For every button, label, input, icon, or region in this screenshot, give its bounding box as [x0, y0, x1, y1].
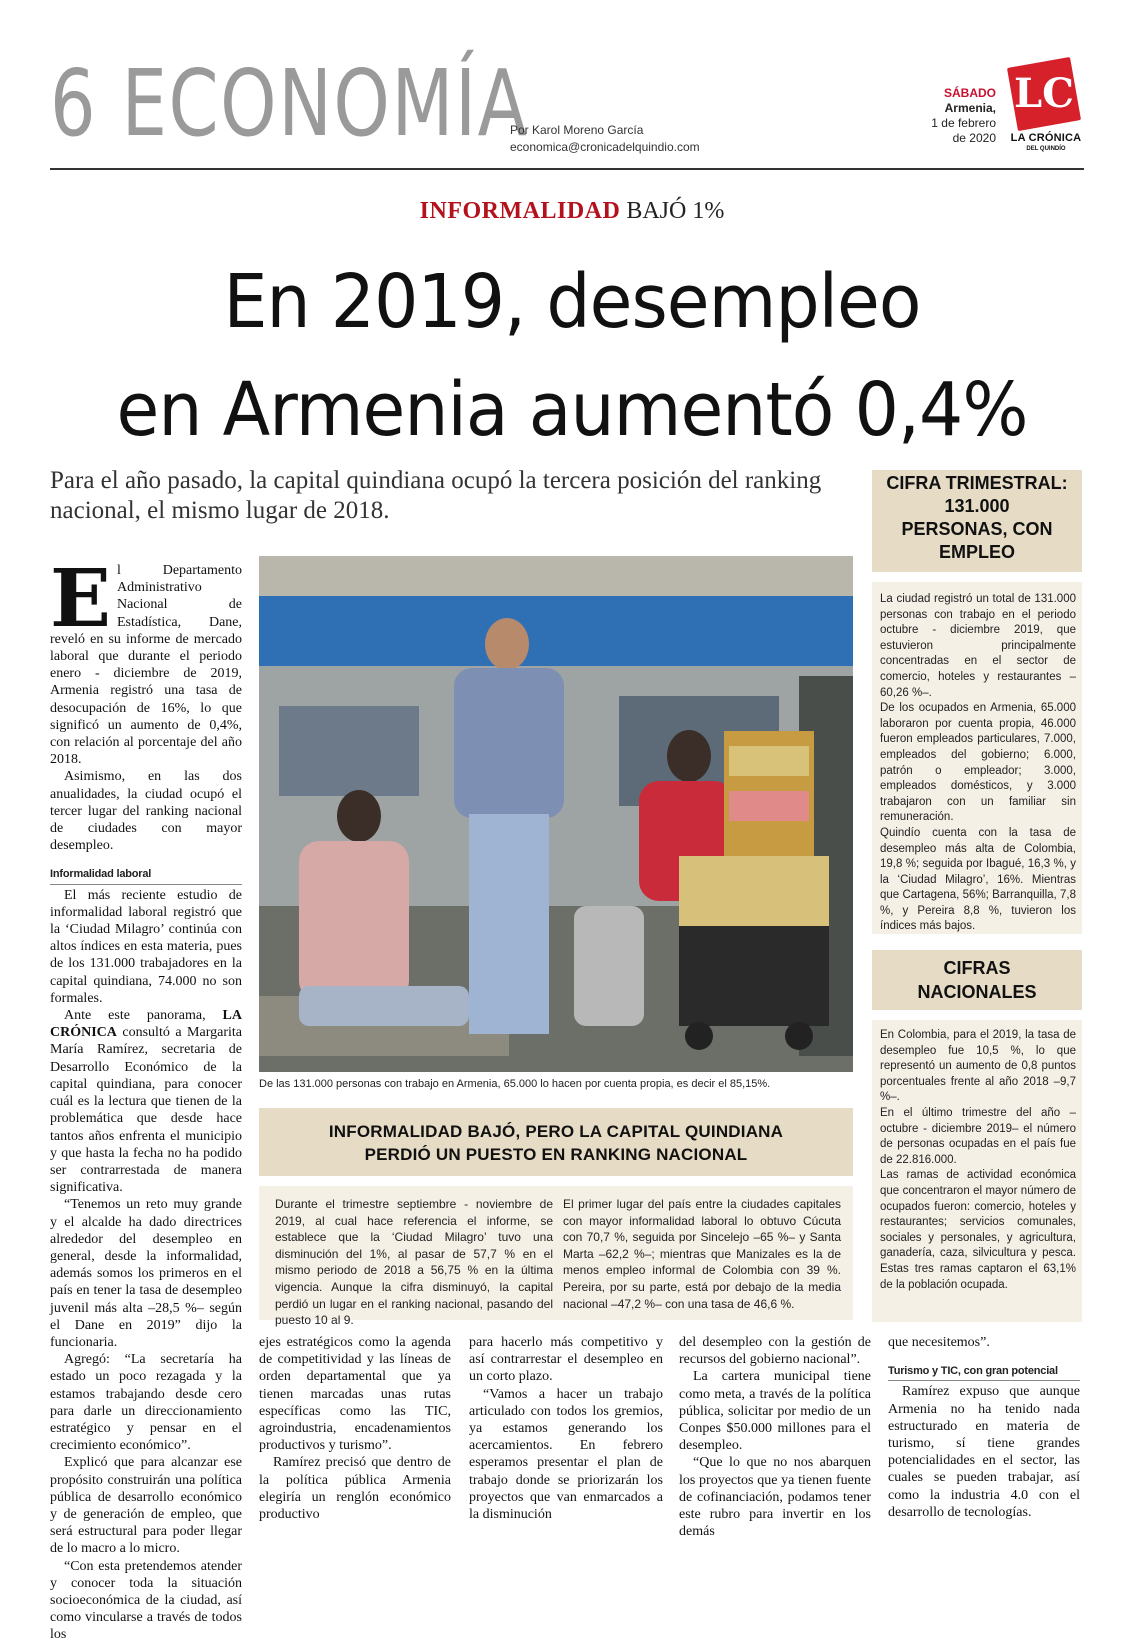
deck: Para el año pasado, la capital quindiana ocupó la tercera posición del ranking nacional, el mismo lugar de 2018.: [50, 467, 822, 524]
paragraph: que necesitemos”.: [888, 1335, 990, 1350]
sidebar1-title: [872, 470, 1082, 572]
headline-line1: En 2019, desempleo: [223, 259, 921, 345]
dateline-city: Armenia,: [944, 101, 996, 115]
street-vendors-photo: [259, 556, 853, 1072]
article-column-2: [259, 1334, 451, 1523]
paragraph: El más reciente estudio de informalidad laboral registró que la ‘Ciudad Milagro’ continúa con altos índices en esta materia, pues de los 131.000 trabajadores en la capital quindiana, 74.000 no son formales.: [50, 887, 242, 1006]
sidebar1-title-line2: 131.000: [944, 496, 1010, 516]
sidebar1-p3: Quindío cuenta con la tasa de desempleo más alta de Colombia, 19,8 %; seguida por Ibagué, 16,3 %, y la ‘Ciudad Milagro’, 16%. Mientras que Cartagena, 56%; Barranquilla, 7,8 %, y Pereira 8,8 %, tuvieron los índices más bajos.: [880, 826, 1076, 933]
paragraph: Asimismo, en las dos anualidades, la ciudad ocupó el tercer lugar del ranking nacional de ciudades con mayor desempleo.: [50, 769, 242, 854]
sidebar2-title: [872, 950, 1082, 1010]
sidebar1-body: [880, 592, 1076, 935]
sidebar2-p2: En el último trimestre del año –octubre - diciembre 2019– el número de personas ocupadas en el país fue de 22.816.000.: [880, 1106, 1076, 1166]
byline-author: Por Karol Moreno García: [510, 123, 644, 137]
paragraph: para hacerlo más competitivo y así contrarrestar el desempleo en un corto plazo.: [469, 1335, 663, 1385]
paragraph: Ramírez expuso que aunque Armenia no ha tenido nada estructurado en materia de turismo, sí tiene grandes potencialidades en el sector, las cuales se pueden trabajar, así como la industria 4.0 con el desarrollo de tecnologías.: [888, 1384, 1080, 1520]
paragraph: ejes estratégicos como la agenda de competitividad y las líneas de orden departamental que ya tienen marcadas unas rutas específicas como las TIC, agroindustria, encadenamientos productivos y turismo”.: [259, 1335, 451, 1454]
paragraph: “Que lo que no nos abarquen los proyectos que ya tienen fuente de cofinanciación, podamos tener este rubro para invertir en los demás: [679, 1455, 871, 1540]
sidebar1-title-line4: EMPLEO: [938, 542, 1015, 562]
article-column-1: [50, 551, 242, 1644]
paragraph: “Con esta pretendemos atender y conocer toda la situación socioeconómica de la ciudad, así como vincularse a través de todos los: [50, 1558, 242, 1643]
headline-line2: en Armenia aumentó 0,4%: [116, 367, 1028, 453]
paragraph: “Vamos a hacer un trabajo articulado con todos los gremios, ya estamos generando los acercamientos. En febrero esperamos presentar el plan de trabajo donde se priorizarán los proyectos que van enmarcados a la disminución: [469, 1386, 663, 1523]
sidebar1-title-line3: PERSONAS, CON: [901, 519, 1053, 539]
logo-name: LA CRÓNICA: [1010, 132, 1082, 144]
headline: [40, 248, 1104, 464]
photo-caption: De las 131.000 personas con trabajo en Armenia, 65.000 lo hacen por cuenta propia, es decir el 85,15%.: [259, 1078, 771, 1090]
paragraph: Ante este panorama, LA CRÓNICA consultó a Margarita María Ramírez, secretaria de Desarrollo Económico de la capital quindiana, para conocer cuál es la lectura que tienen de la problemática que desde hace tantos años enfrenta el municipio y que hasta la fecha no ha podido ser contrarrestada de manera significativa.: [50, 1008, 242, 1196]
subhead-turismo: Turismo y TIC, con gran potencial: [888, 1363, 1080, 1381]
header-rule: [50, 168, 1084, 170]
sidebar1-title-line1: CIFRA TRIMESTRAL:: [886, 473, 1068, 493]
dateline-date2: de 2020: [952, 131, 996, 145]
paragraph: Ramírez precisó que dentro de la política pública Armenia elegiría un renglón económico productivo: [259, 1455, 451, 1523]
paragraph: Explicó que para alcanzar ese propósito construirán una política pública de desarrollo económico y de generación de empleo, que será estructural para poder llegar de lo macro a lo micro.: [50, 1455, 242, 1557]
article-column-3: [469, 1334, 663, 1523]
logo-letters: LC: [1014, 70, 1074, 117]
inset-title-line1: INFORMALIDAD BAJÓ, PERO LA CAPITAL QUINDIANA: [328, 1122, 784, 1141]
paragraph: El Departamento Administrativo Nacional de Estadística, Dane, reveló en su informe de mercado laboral que durante el periodo enero - diciembre de 2019, Armenia registró una tasa de desocupación de 16%, lo que significó un aumento de 0,4%, con relación al porcentaje del año 2018.: [50, 551, 242, 768]
dateline-day: SÁBADO: [943, 86, 996, 100]
inset-left-text: Durante el trimestre septiembre - noviembre de 2019, al cual hace referencia el informe, se establece que la ‘Ciudad Milagro’ tuvo una disminución del 1%, al pasar de 57,7 % en el mismo periodo de 2018 a 56,75 % en la última vigencia. Aunque la cifra disminuyó, la capital perdió un lugar en el ranking nacional, pasando del puesto 10 al 9.: [275, 1197, 553, 1328]
section-title: 6 ECONOMÍA: [50, 50, 529, 157]
dateline: [910, 86, 996, 146]
inset-title-line2: PERDIÓ UN PUESTO EN RANKING NACIONAL: [364, 1145, 748, 1164]
inset-title: [259, 1108, 853, 1176]
byline: [510, 122, 700, 156]
kicker-rest: BAJÓ 1%: [620, 198, 725, 224]
news-photo: [259, 556, 853, 1072]
newspaper-logo: [1006, 62, 1084, 158]
article-column-5: [888, 1334, 1080, 1521]
sidebar2-body: [880, 1028, 1076, 1293]
inset-right-text: El primer lugar del país entre la ciudades capitales con mayor informalidad laboral lo obtuvo Cúcuta con 70,7 %, seguida por Sincelejo –65 %– y Santa Marta –62,2 %–; mientras que Manizales es la de menos empleo informal de Colombia con 39 %. Pereira, por su parte, está por debajo de la media nacional –47,2 %– con una tasa de 46,6 %.: [563, 1197, 841, 1311]
article-column-4: [679, 1334, 871, 1540]
sidebar2-title-line1: CIFRAS: [943, 958, 1011, 978]
paragraph: del desempleo con la gestión de recursos del gobierno nacional”.: [679, 1335, 871, 1368]
subhead-informalidad: Informalidad laboral: [50, 866, 242, 884]
drop-cap: E: [50, 551, 111, 645]
kicker: [0, 198, 1144, 225]
paragraph: Agregó: “La secretaría ha estado un poco rezagada y la estamos trabajando desde cero para darle un direccionamiento estratégico y pensar en el crecimiento económico”.: [50, 1352, 242, 1454]
sidebar1-p1: La ciudad registró un total de 131.000 personas con trabajo en el periodo octubre - diciembre 2019, que estuvieron principalmente concentradas en el sector de comercio, hoteles y restaurantes –60,26 %–.: [880, 593, 1076, 699]
byline-email[interactable]: economica@cronicadelquindio.com: [510, 140, 700, 154]
sidebar2-title-line2: NACIONALES: [917, 982, 1037, 1002]
logo-sub: DEL QUINDÍO: [1026, 146, 1066, 152]
paragraph: La cartera municipal tiene como meta, a través de la política pública, solicitar por medio de un Conpes $50.000 millones para el desempleo.: [679, 1369, 871, 1454]
sidebar1-p2: De los ocupados en Armenia, 65.000 laboraron por cuenta propia, 46.000 fueron empleados particulares, 7.000, empleados del gobierno; 6.000, patrón o empleador; 3.000, empleados domésticos, y 3.000 trabajaron con un familiar sin remuneración.: [880, 702, 1076, 824]
dateline-date1: 1 de febrero: [931, 116, 996, 130]
paragraph: “Tenemos un reto muy grande y el alcalde ha dado directrices alrededor del desempleo en general, desde la informalidad, además somos los primeros en el país en tener la tasa de desempleo juvenil más alta –28,5 %– según el Dane en 2019” dijo la funcionaria.: [50, 1197, 242, 1350]
sidebar2-p3: Las ramas de actividad económica que concentraron el mayor número de ocupados fueron: comercio, hoteles y restaurantes; servicios comunales, sociales y personales, y agricultura, ganadería, caza, silvicultura y pesca. Estas tres ramas captaron el 63,1% de la población ocupada.: [880, 1169, 1076, 1291]
masthead: [50, 40, 1084, 170]
sidebar2-p1: En Colombia, para el 2019, la tasa de desempleo fue 10,5 %, lo que representó un aumento de 0,8 puntos porcentuales frente al año 2018 –9,7 %–.: [880, 1029, 1076, 1104]
inset-body: [259, 1186, 853, 1328]
kicker-highlight: INFORMALIDAD: [419, 198, 621, 224]
